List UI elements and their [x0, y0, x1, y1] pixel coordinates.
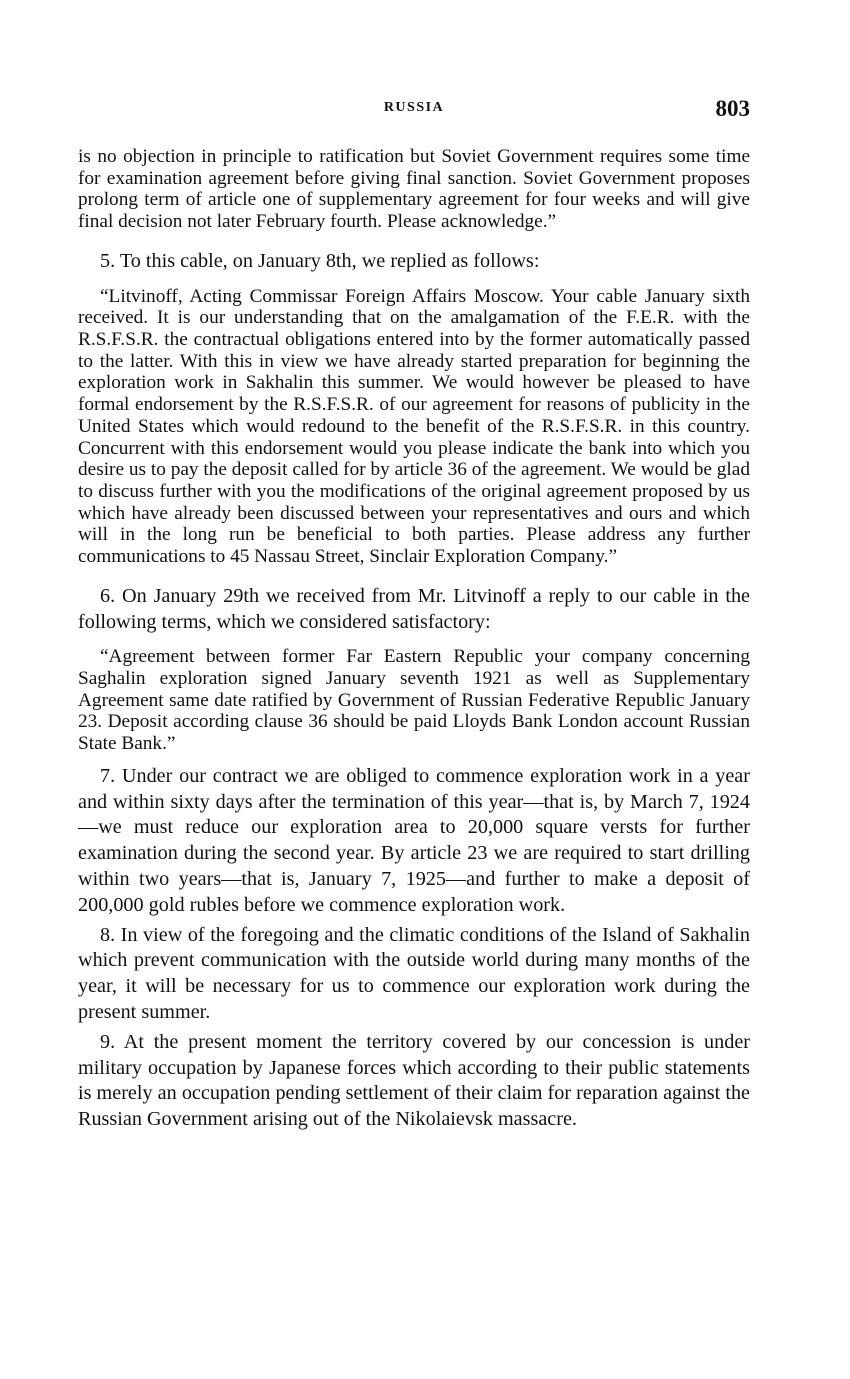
paragraph-9: 9. At the present moment the territory covered by our concession is under military occupation by Japanese forces which according to their public statements is merely an occupation pending settlement of their claim for reparation against the Russian Government arising out of the Nikolaievsk massacre. — [78, 1030, 750, 1131]
paragraph-5: 5. To this cable, on January 8th, we replied as follows: — [100, 249, 540, 272]
cable-continuation-paragraph: is no objection in principle to ratification but Soviet Government requires some time for examination agreement before giving final sanction. Soviet Government proposes prolong term of article one of supplementary agreement for four weeks and will give final decision not later February fourth. Please acknowledge.” — [78, 146, 750, 233]
page-body — [78, 146, 750, 1133]
paragraph-8: 8. In view of the foregoing and the climatic conditions of the Island of Sakhalin which prevent communication with the outside world during many months of the year, it will be necessary for us to commence our exploration work during the present summer. — [78, 923, 750, 1024]
page-header — [78, 96, 750, 130]
paragraph-7: 7. Under our contract we are obliged to commence exploration work in a year and within sixty days after the termination of this year—that is, by March 7, 1924—we must reduce our exploration area to 20,000 square versts for further examination during the second year. By article 23 we are required to start drilling within two years—that is, January 7, 1925—and further to make a deposit of 200,000 gold rubles before we commence exploration work. — [78, 764, 750, 916]
page-number: 803 — [715, 96, 750, 121]
running-title: RUSSIA — [383, 100, 445, 115]
litvinoff-reply-paragraph: “Agreement between former Far Eastern Republic your company concerning Saghalin exploration signed January seventh 1921 as well as Supplementary Agreement same date ratified by Government of Russian Federative Republic January 23. Deposit according clause 36 should be paid Lloyds Bank London account Russian State Bank.” — [78, 646, 750, 755]
paragraph-6: 6. On January 29th we received from Mr. Litvinoff a reply to our cable in the following terms, which we considered satisfactory: — [78, 584, 750, 633]
reply-cable-paragraph: “Litvinoff, Acting Commissar Foreign Affairs Moscow. Your cable January sixth received. It is our understanding that on the amalgamation of the F.E.R. with the R.S.F.S.R. the contractual obligations entered into by the former automatically passed to the latter. With this in view we have already started preparation for beginning the exploration work in Sakhalin this summer. We would however be pleased to have formal endorsement by the R.S.F.S.R. of our agreement for reasons of publicity in the United States which would redound to the benefit of the R.S.F.S.R. in this country. Concurrent with this endorsement would you please indicate the bank into which you desire us to pay the deposit called for by article 36 of the agreement. We would be glad to discuss further with you the modifications of the original agreement proposed by us which have already been discussed between your representatives and ours and which will in the long run be beneficial to both parties. Please address any further communications to 45 Nassau Street, Sinclair Exploration Company.” — [78, 285, 750, 568]
